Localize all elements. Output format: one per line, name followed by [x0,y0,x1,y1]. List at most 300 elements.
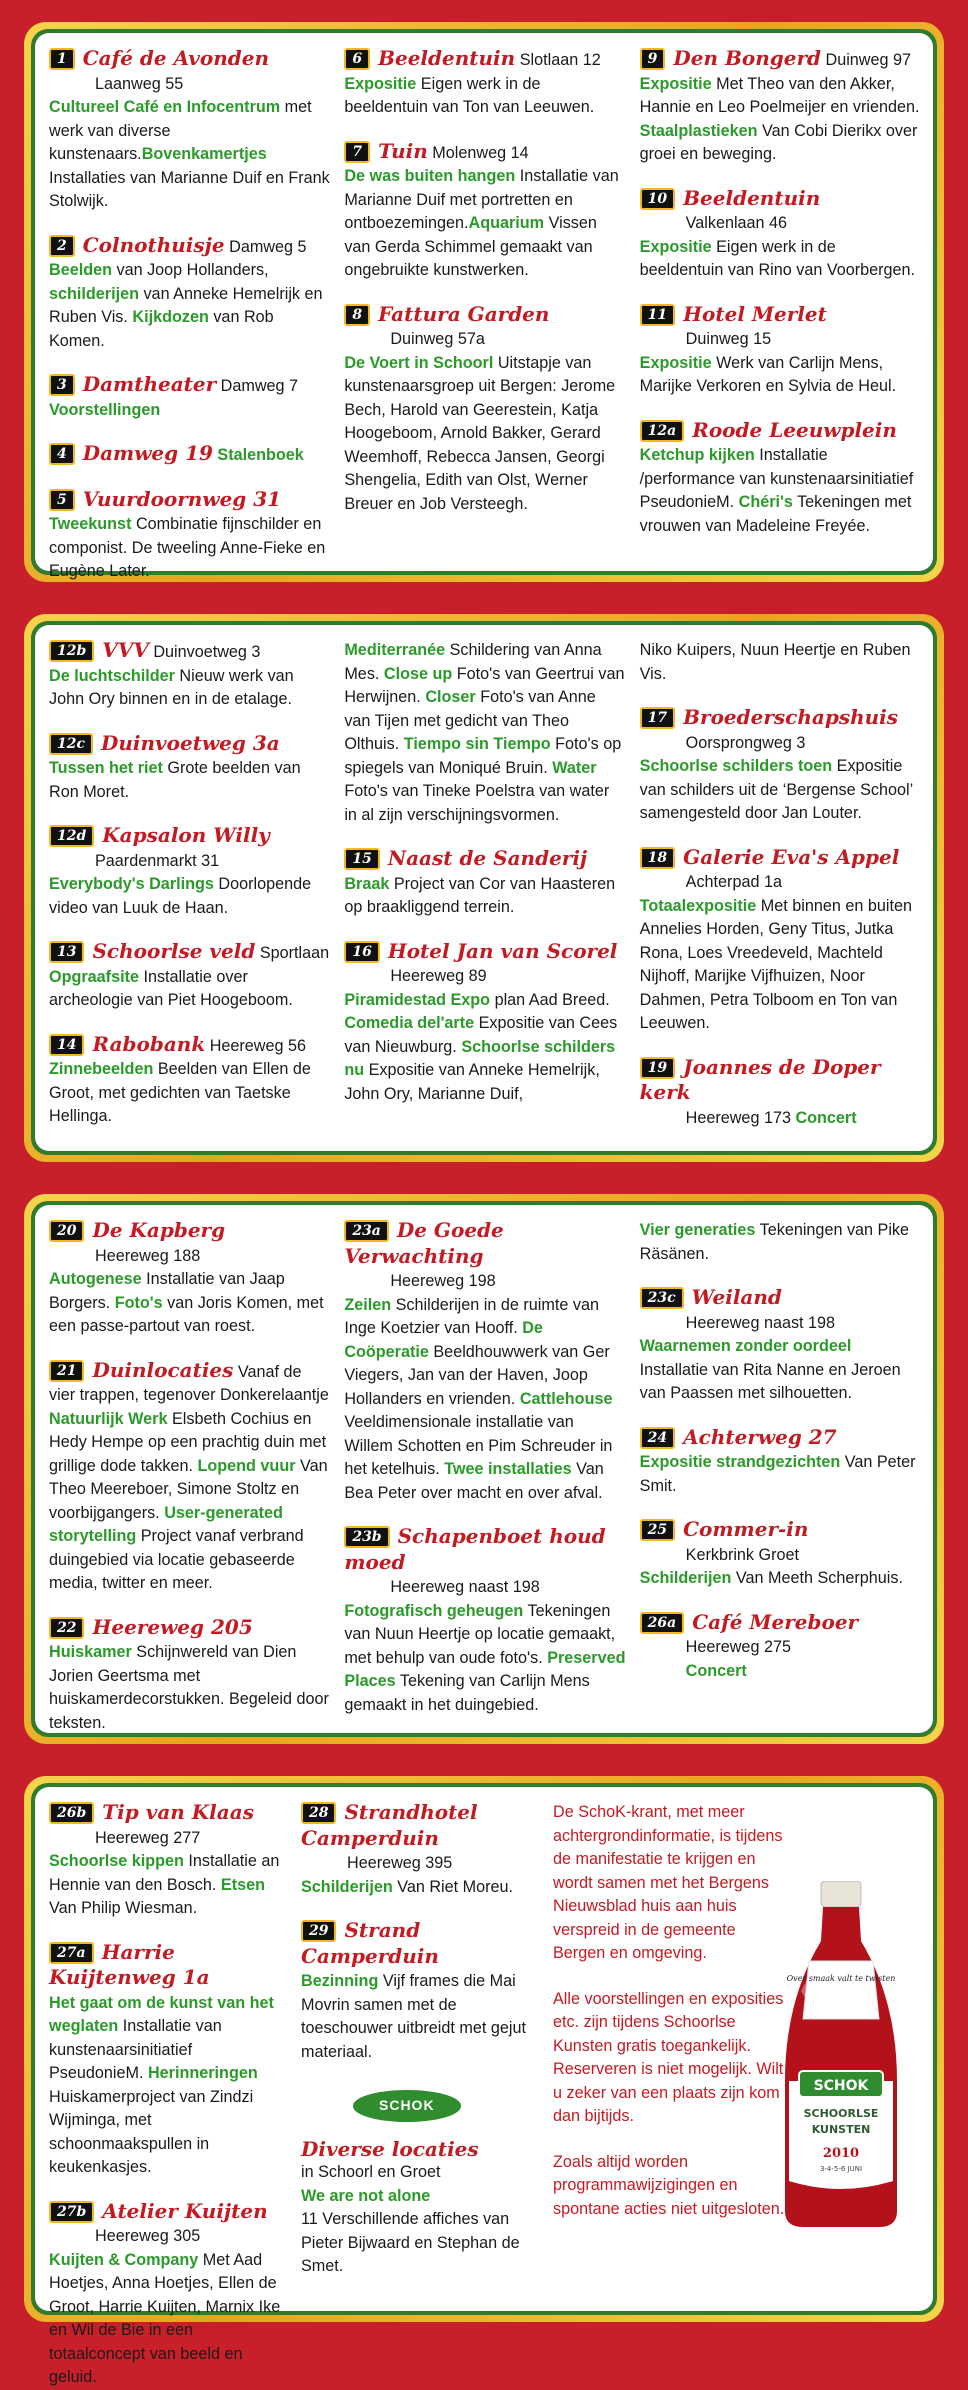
entry-body [640,1451,921,1498]
entry-address: Duinweg 57a [390,330,485,348]
entry-text: Installatie van Jaap Borgers. [49,1270,285,1312]
entry-body [49,1992,287,2180]
entry-highlight: De Voert in Schoorl [344,353,494,372]
entry-highlight: Twee installaties [444,1460,572,1478]
entry-highlight: Schoorlse schilders toen [639,757,833,775]
entry-text: Met Aad Hoetjes, Anna Hoetjes, Ellen de Groot, Harrie Kuijten, Marnix Ike en Wil de Bie in een totaalconcept van beeld en geluid. [49,2250,281,2386]
col [344,639,625,1141]
entry-text: Van Peter Smit. [639,1453,916,1495]
entry-header [49,1941,287,1992]
entry-highlight: Fotografisch geheugen [344,1601,524,1620]
entry-title: Café Mereboer [692,1609,859,1634]
entry-highlight: Cattlehouse [519,1389,613,1408]
col [301,1801,539,2301]
entry-text: Foto's van Anne van Tijen met gedicht van Theo Olthuis. [344,688,596,753]
program-entry [49,940,330,1013]
entry-title: Tuin [378,138,428,163]
diverse-locaties [301,2138,539,2279]
entry-text: Elsbeth Cochius en Hedy Hempe op een prachtig duin met grillige dode takken. [49,1409,327,1475]
entry-text: Tekeningen met vrouwen van Madeleine Freyée. [639,493,912,535]
program-entry [49,1219,330,1339]
entry-highlight: Tweekunst [49,515,132,533]
entry-text: Van Cobi Dierikx over groei en beweging. [639,121,918,163]
entry-highlight: Water [552,758,597,777]
bottle-label2: KUNSTEN [811,2123,871,2136]
entry-highlight: Comedia del'arte [344,1014,475,1032]
entry-header [640,419,921,445]
entry-body [49,1850,287,1921]
entry-highlight: Totaalexpositie [639,896,757,915]
entry-text: Vissen van Gerda Schimmel gemaakt van ongebruikte kunstwerken. [344,214,597,279]
entry-header [640,706,921,732]
entry-number-badge: 18 [640,847,675,869]
entry-text: Beelden van Ellen de Groot, met gedichten van Taetske Hellinga. [49,1060,311,1125]
entry-text: Installaties van Marianne Duif en Frank Stolwijk. [49,168,330,210]
entry-highlight: Closer [425,688,476,706]
entry-title: Den Bongerd [673,46,821,70]
entry-title: Commer-in [683,1517,809,1541]
panel-2 [24,614,944,1162]
entry-highlight: Etsen [220,1875,265,1894]
entry-title: Duinlocaties [92,1357,234,1382]
entry-header [301,1801,539,1852]
entry-body [640,236,921,283]
entry-highlight: Cultureel Café en Infocentrum [49,98,281,116]
col [49,1218,330,1732]
entry-highlight: Bovenkamertjes [141,145,267,163]
entry-address: Duinweg 15 [685,330,772,348]
entry-highlight: Close up [383,664,453,683]
program-entry [344,847,625,920]
entry-header [49,940,330,966]
bottle-top-text: Over smaak valt te twisten [786,1974,896,1983]
entry-title: Harrie Kuijtenweg 1a [49,1939,210,1989]
program-entry [640,419,921,539]
entry-highlight: Preserved Places [344,1648,626,1690]
entry-body [49,1058,330,1129]
entry-title: Schapenboet houd moed [344,1524,606,1574]
entry-highlight: Zeilen [344,1295,392,1314]
entry-body [344,873,625,920]
entry-title: Vuurdoornweg 31 [82,486,282,511]
program-entry [640,639,921,686]
entry-highlight: De Coöperatie [344,1319,543,1361]
entry-title: Heereweg 205 [92,1614,253,1639]
entry-address: Kerkbrink Groet [685,1545,800,1564]
entry-text: Foto's van Tineke Poelstra van water in al zijn verschijningsvormen. [344,782,610,824]
entry-header [49,1359,330,1408]
entry-text: Uitstapje van kunstenaarsgroep uit Bergen: Jerome Bech, Harold van Geerestein, Katja Hoogeboom, Arnold Bakker, Gerard Weemhoff, Rebecca Jansen, Georgi Shengelia, Edith van Olst, Werner Breuer en Job Versteegh. [344,353,616,513]
entry-number-badge: 3 [49,374,75,396]
col-entries [301,1801,539,2064]
entry-address: Sportlaan [255,944,330,962]
entry-text: plan Aad Breed. [490,990,610,1009]
entry-header [49,1219,330,1245]
entry-text: Met Theo van den Akker, Hannie en Leo Poelmeijer en vrienden. [639,74,920,116]
entry-text: Veeldimensionale installatie van Willem Schotten en Pim Schreuder in het ketelhuis. [344,1413,613,1478]
entry-number-badge: 22 [49,1617,84,1639]
col [344,47,625,561]
program-entry [344,639,625,827]
entry-text: met werk van diverse kunstenaars. [49,98,312,163]
program-entry [49,2200,287,2390]
entry-extra: Concert [685,1661,747,1680]
program-entry [640,1611,921,1684]
entry-body [49,2249,287,2390]
entry-number-badge: 12b [49,640,94,662]
entry-number-badge: 5 [49,489,75,511]
entry-highlight: Kijkdozen [132,308,209,326]
entry-highlight: Tiempo sin Tiempo [403,735,551,753]
entry-number-badge: 25 [640,1519,675,1541]
entry-highlight: Ketchup kijken [639,446,755,464]
program-entry [49,1941,287,2180]
entry-number-badge: 21 [49,1360,84,1382]
entry-body [49,1641,330,1735]
entry-header [49,373,330,399]
col [640,47,921,561]
entry-title: Achterweg 27 [683,1424,837,1449]
entry-title: Strandhotel Camperduin [301,1800,478,1850]
entry-address: Heereweg 188 [95,1246,201,1265]
entry-title: Beeldentuin [683,185,821,210]
entry-body [344,165,625,283]
entry-body [640,1567,921,1591]
panel-4 [24,1776,944,2386]
entry-highlight: Waarnemen zonder oordeel [639,1337,852,1355]
entry-number-badge: 17 [640,707,675,729]
entry-title: Fattura Garden [378,301,550,326]
entry-text: Expositie van Cees van Nieuwburg. [344,1014,618,1056]
info-3: Zoals altijd worden programmawijzigingen en spontane acties niet uitgesloten. [553,2152,785,2218]
entry-text: Van Bea Peter over macht en over afval. [344,1460,604,1502]
col [49,1800,287,2386]
entry-title: Weiland [691,1285,782,1309]
entry-body [49,259,330,353]
entry-text: Installatie /performance van kunstenaarsinitiatief PseudonieM. [639,446,914,511]
entry-body [640,755,921,826]
entry-body [49,399,330,423]
diverse-text: 11 Verschillende affiches van Pieter Bijwaard en Stephan de Smet. [301,2210,520,2275]
program-entry [49,824,330,920]
entry-number-badge: 23b [344,1526,389,1548]
entry-text: Project vanaf verbrand duingebied via locatie gebaseerde media, twitter en meer. [49,1527,304,1592]
entry-body [640,895,921,1036]
program-entry [49,373,330,422]
bottle-label1: SCHOORLSE [803,2107,879,2120]
entry-number-badge: 9 [640,48,666,70]
program-entry [49,234,330,354]
entry-body [640,352,921,399]
entry-title: Galerie Eva's Appel [683,844,900,869]
diverse-title: Diverse locaties [301,2136,479,2161]
entry-header [49,732,330,758]
program-entry [640,47,921,167]
entry-highlight: User-generated storytelling [49,1503,283,1545]
diverse-sub: in Schoorl en Groet [301,2163,441,2181]
entry-extra: Stalenboek [212,446,304,464]
entry-number-badge: 13 [49,941,84,963]
entry-highlight: Natuurlijk Werk [49,1409,168,1428]
entry-text: Expositie van schilders uit de ‘Bergense School’ samengesteld door Jan Louter. [639,757,913,822]
program-entry [640,846,921,1036]
entry-address: Heereweg 275 [685,1638,791,1656]
entry-highlight: Herinneringen [147,2064,258,2082]
entry-number-badge: 20 [49,1220,84,1242]
entry-header [49,234,330,260]
entry-text: Doorlopende video van Luuk de Haan. [49,875,312,917]
program-entry [640,1518,921,1591]
entry-highlight: Chéri's [738,493,793,511]
entry-title: Roode Leeuwplein [692,417,897,442]
entry-body [49,873,330,920]
entry-body [49,966,330,1013]
entry-address: Paardenmarkt 31 [95,851,220,870]
entry-body [344,989,625,1107]
program-entry [49,442,330,468]
entry-header [640,1518,921,1544]
entry-title: Hotel Jan van Scorel [387,938,618,963]
entry-text: Combinatie fijnschilder en componist. De tweeling Anne-Fieke en Eugène Later. [49,515,326,580]
entry-title: Kapsalon Willy [102,823,270,847]
col [49,639,330,1141]
entry-body [301,1970,539,2064]
info-1: De SchoK-krant, met meer achtergrondinformatie, is tijdens de manifestatie te krijgen en wordt samen met het Bergens Nieuwsblad huis aan huis verspreid in de gemeente Bergen en omgeving. [553,1803,783,1962]
entry-highlight: Autogenese [49,1270,142,1288]
diverse-kicker: We are not alone [301,2186,431,2205]
entry-highlight: Staalplastieken [639,121,758,140]
entry-title: Café de Avonden [82,46,270,70]
entry-highlight: schilderijen [49,284,139,303]
entry-number-badge: 12c [49,733,93,755]
entry-highlight: Opgraafsite [49,967,139,986]
entry-body [640,444,921,538]
program-entry [344,1219,625,1505]
program-entry [344,940,625,1107]
entry-highlight: Mediterranée [344,641,446,659]
entry-address: Valkenlaan 46 [685,214,788,232]
entry-highlight: Foto's [114,1293,163,1312]
col [344,1219,625,1723]
entry-header [49,639,330,665]
entry-text: Tekeningen van Nuun Heertje op locatie gemaakt, met behulp van oude foto's. [344,1601,616,1667]
col [49,46,330,580]
entry-title: Hotel Merlet [683,301,827,326]
entry-text: Foto's op spiegels van Moniqué Bruin. [344,735,622,777]
entry-text: Schildering van Anna Mes. [344,641,602,683]
entry-highlight: Schilderijen [301,1877,393,1896]
entry-body [301,1876,539,1900]
entry-text: Project van Cor van Haasteren op braakliggend terrein. [344,874,616,916]
entry-number-badge: 12d [49,825,94,847]
program-entry [49,1033,330,1129]
entry-highlight: Voorstellingen [49,400,161,419]
entry-header [49,824,330,850]
entry-address: Heereweg 277 [95,1828,201,1847]
entry-address: Heereweg naast 198 [390,1578,540,1596]
entry-address: Heereweg 395 [347,1854,453,1872]
program-entry [301,1801,539,1899]
entry-address: Molenweg 14 [427,143,529,162]
entry-header [49,47,330,73]
entry-body [49,513,330,584]
entry-body [49,1268,330,1339]
col [640,639,921,1141]
panel-1 [24,22,944,582]
entry-address: Heereweg naast 198 [685,1313,836,1332]
entry-address: Duinvoetweg 3 [148,643,261,661]
entry-text: Installatie van Marianne Duif met portretten en ontboezemingen. [344,167,619,232]
entry-text: Schijnwereld van Dien Jorien Geertsma met huiskamerdecorstukken. Begeleid door teksten. [49,1643,329,1732]
entry-highlight: Expositie strandgezichten [639,1453,841,1471]
entry-text: Van Theo Meereboer, Simone Stoltz en voorbijgangers. [49,1456,328,1522]
entry-body [49,757,330,804]
program-entry [49,1616,330,1736]
entry-number-badge: 8 [344,304,370,326]
entry-title: Schoorlse veld [92,939,256,963]
entry-highlight: Het gaat om de kunst van het weglaten [49,1993,274,2035]
entry-title: Duinvoetweg 3a [101,730,280,755]
entry-header [49,442,330,468]
entry-body [640,639,921,686]
entry-text: Installatie over archeologie van Piet Hoogeboom. [49,967,293,1009]
entry-number-badge: 2 [49,235,75,257]
entry-header [344,940,625,966]
entry-header [344,303,625,329]
entry-text: Werk van Carlijn Mens, Marijke Verkoren en Sylvia de Heul. [639,353,897,395]
entry-header [640,1056,921,1107]
entry-highlight: Aquarium [468,214,545,232]
entry-text: Installatie van kunstenaarsinitiatief PseudonieM. [49,2017,222,2082]
entry-address: Heereweg 305 [95,2227,201,2245]
entry-header [640,303,921,329]
entry-address: Heereweg 89 [390,967,487,985]
entry-text: van Anneke Hemelrijk en Ruben Vis. [49,284,323,326]
entry-title: Beeldentuin [378,46,516,70]
entry-title: Rabobank [92,1031,206,1056]
entry-text: Huiskamerproject van Zindzi Wijminga, met schoonmaakspullen in keukenkasjes. [49,2087,254,2176]
program-entry [49,1359,330,1596]
entry-number-badge: 12a [640,420,685,442]
entry-number-badge: 1 [49,48,75,70]
entry-highlight: Schoorlse schilders nu [344,1037,616,1079]
panel-3 [24,1194,944,1744]
entry-address: Duinweg 97 [821,51,911,69]
entry-highlight: Vier generaties [639,1221,756,1239]
entry-number-badge: 27b [49,2201,94,2223]
entry-highlight: Everybody's Darlings [49,875,214,893]
entry-number-badge: 24 [640,1427,675,1449]
program-entry [344,1525,625,1717]
entry-header [49,1033,330,1059]
entry-address: Oorsprongweg 3 [685,733,806,752]
entry-body [344,73,625,120]
entry-text: Van Meeth Scherphuis. [731,1569,903,1587]
schok-badge: SCHOK [353,2090,461,2122]
entry-title: De Goede Verwachting [344,1218,504,1268]
entry-text: van Joop Hollanders, [111,261,269,279]
program-entry [640,187,921,283]
entry-body [640,1219,921,1266]
program-entry [49,639,330,712]
entry-title: Broederschapshuis [683,705,899,729]
entry-text: Installatie van Rita Nanne en Jeroen van Paassen met silhouetten. [639,1360,901,1402]
entry-header [640,1286,921,1312]
entry-text: Nieuw werk van John Ory binnen en in de etalage. [49,666,294,708]
entry-text: Eigen werk in de beeldentuin van Ton van Leeuwen. [344,74,595,116]
entry-text: Beeldhouwwerk van Ger Viegers, Jan van der Haven, Joop Hollanders en vrienden. [344,1342,610,1408]
entry-body [49,1408,330,1596]
info-2: Alle voorstellingen en exposities etc. zijn tijdens Schoorlse Kunsten gratis toegankelijk. Reserveren is niet mogelijk. Wilt u zeker van een plaats zijn kom dan bijtijds. [553,1989,784,2125]
entry-highlight: Bezinning [301,1972,379,1990]
entry-body [344,352,625,517]
entry-highlight: Schilderijen [639,1569,732,1587]
entry-highlight: De was buiten hangen [344,167,516,185]
entry-header [640,187,921,213]
entry-body [49,96,330,214]
entry-address: Heereweg 173 Concert [685,1108,857,1127]
entry-header [49,1616,330,1642]
entry-body [344,639,625,827]
program-entry [344,47,625,120]
entry-highlight: Expositie [639,237,712,256]
entry-number-badge: 27a [49,1942,94,1964]
entry-address: Heereweg 198 [390,1272,496,1290]
bottle-dates: 3-4-5-6 JUNI [819,2165,863,2173]
entry-highlight: Schoorlse kippen [49,1852,184,1870]
entry-address: Heereweg 56 [205,1036,306,1055]
entry-title: Tip van Klaas [102,1800,254,1824]
entry-text: Van Riet Moreu. [392,1877,514,1896]
entry-header [640,1426,921,1452]
entry-number-badge: 14 [49,1034,84,1056]
entry-text: Schilderijen in de ruimte van Inge Koetzier van Hooff. [344,1295,599,1337]
program-entry [640,1286,921,1406]
entry-number-badge: 19 [640,1057,675,1079]
program-entry [49,47,330,214]
entry-number-badge: 26a [640,1612,685,1634]
entry-title: Damweg 19 [82,441,213,465]
entry-extra: Concert [790,1108,857,1127]
entry-text: Niko Kuipers, Nuun Heertje en Ruben Vis. [639,641,911,683]
entry-title: VVV [102,638,149,662]
entry-number-badge: 6 [344,48,370,70]
bottle-brand: SCHOK [813,2078,869,2094]
entry-text: Van Philip Wiesman. [49,1899,198,1917]
col [640,1219,921,1723]
program-entry [301,1919,539,2064]
program-entry [49,1801,287,1921]
entry-text: van Rob Komen. [49,308,274,350]
program-entry [640,1426,921,1499]
entry-highlight: Expositie [344,74,417,93]
entry-body [640,73,921,167]
entry-header [344,1525,625,1576]
program-entry [49,732,330,805]
entry-highlight: Expositie [639,74,712,93]
entry-body [640,1335,921,1406]
entry-header [344,47,625,73]
entry-highlight: Huiskamer [49,1643,132,1661]
program-entry [640,1219,921,1266]
entry-text: Installatie an Hennie van den Bosch. [49,1852,280,1894]
entry-title: Strand Camperduin [301,1918,439,1968]
entry-title: Damtheater [82,372,217,396]
entry-highlight: Piramidestad Expo [344,990,491,1009]
entry-highlight: De luchtschilder [49,666,175,685]
entry-number-badge: 4 [49,443,75,465]
ketchup-bottle-icon [779,1881,903,2231]
